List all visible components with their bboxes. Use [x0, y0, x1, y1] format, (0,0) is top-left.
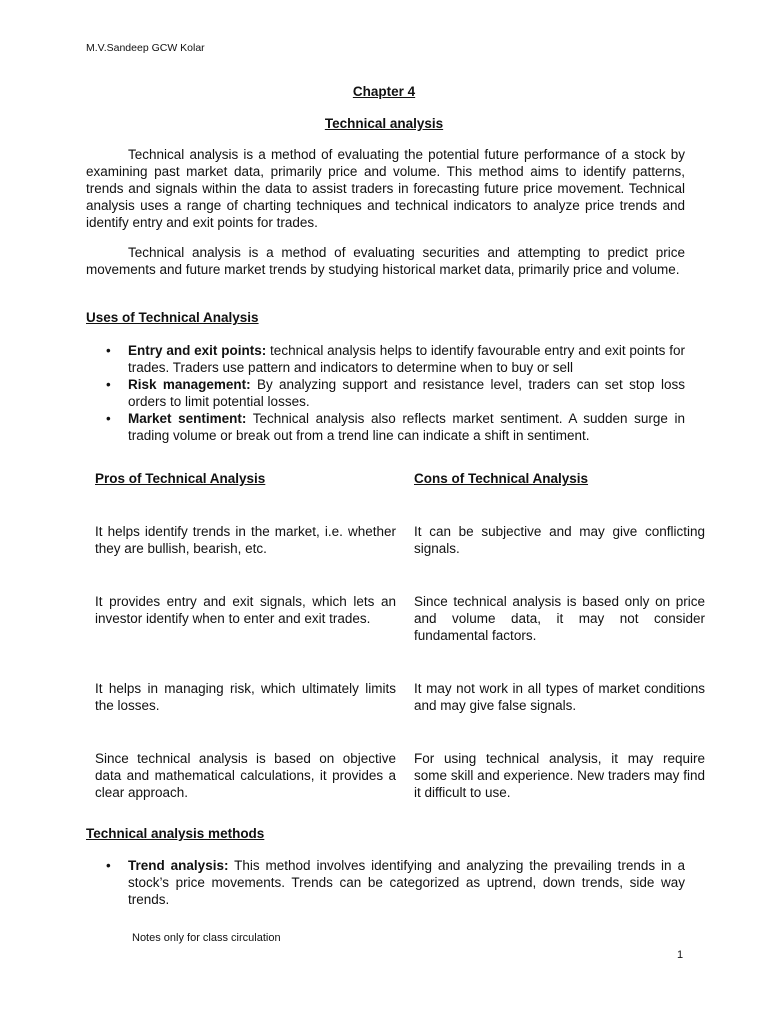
con-cell-2: Since technical analysis is based only on price and volume data, it may not consider fundamental factors. — [414, 594, 705, 643]
pro-cell-2: It provides entry and exit signals, which lets an investor identify when to enter and exit trades. — [95, 594, 396, 626]
uses-list — [86, 342, 685, 444]
chapter-heading: Chapter 4 — [352, 84, 416, 99]
list-item-term: Trend analysis: — [128, 858, 229, 873]
list-item-text: Technical analysis also reflects market sentiment. A sudden surge in trading volume or break out from a trend line can indicate a shift in sentiment. — [128, 411, 685, 443]
pro-cell-1: It helps identify trends in the market, i.e. whether they are bullish, bearish, etc. — [95, 524, 396, 556]
pro-cell-3: It helps in managing risk, which ultimately limits the losses. — [95, 681, 396, 713]
list-item — [86, 342, 685, 376]
page-title: Technical analysis — [324, 116, 444, 131]
bullet-icon: • — [106, 343, 111, 358]
bullet-icon: • — [106, 858, 111, 873]
page-number: 1 — [677, 949, 684, 961]
page-header: M.V.Sandeep GCW Kolar — [86, 42, 205, 54]
list-item — [86, 410, 685, 444]
list-item-text: technical analysis helps to identify favourable entry and exit points for trades. Traders use pattern and indicators to determine when to buy or sell — [128, 343, 685, 375]
pros-column-title: Pros of Technical Analysis — [95, 471, 266, 486]
con-cell-3: It may not work in all types of market conditions and may give false signals. — [414, 681, 705, 713]
list-item-term: Market sentiment: — [128, 411, 247, 426]
list-item-term: Entry and exit points: — [128, 343, 267, 358]
bullet-icon: • — [106, 411, 111, 426]
list-item-text: This method involves identifying and analyzing the prevailing trends in a stock’s price movements. Trends can be categorized as uptrend, down trends, side way trends. — [128, 858, 685, 907]
methods-section-title: Technical analysis methods — [86, 826, 265, 841]
list-item — [86, 376, 685, 410]
methods-list — [86, 857, 685, 908]
intro-paragraph-1: Technical analysis is a method of evaluating the potential future performance of a stock by examining past market data, primarily price and volume. This method aims to identify patterns, trends and signals within the data to assist traders in forecasting future price movement. Technical analysis uses a range of charting techniques and technical indicators to analyze price trends and identify entry and exit points for trades. — [86, 147, 685, 230]
uses-section-title: Uses of Technical Analysis — [86, 310, 259, 325]
cons-column-title: Cons of Technical Analysis — [414, 471, 589, 486]
list-item-term: Risk management: — [128, 377, 251, 392]
footer-note: Notes only for class circulation — [132, 932, 281, 944]
pro-cell-4: Since technical analysis is based on objective data and mathematical calculations, it provides a clear approach. — [95, 751, 396, 800]
list-item — [86, 857, 685, 908]
bullet-icon: • — [106, 377, 111, 392]
con-cell-4: For using technical analysis, it may require some skill and experience. New traders may find it difficult to use. — [414, 751, 705, 800]
con-cell-1: It can be subjective and may give conflicting signals. — [414, 524, 705, 556]
list-item-text: By analyzing support and resistance level, traders can set stop loss orders to limit potential losses. — [128, 377, 685, 409]
intro-paragraph-2: Technical analysis is a method of evaluating securities and attempting to predict price movements and future market trends by studying historical market data, primarily price and volume. — [86, 245, 685, 277]
